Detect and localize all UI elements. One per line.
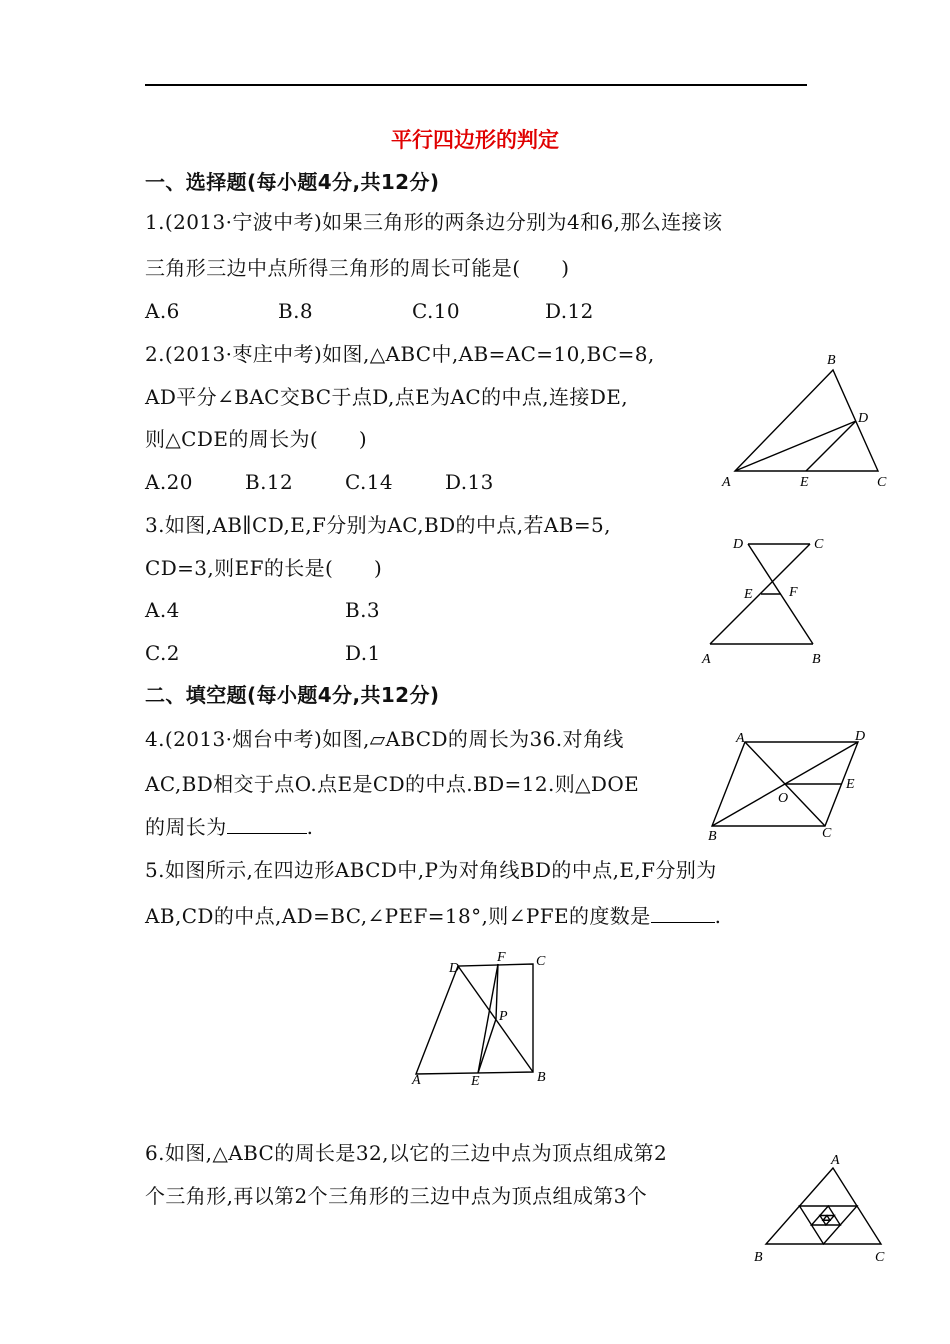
q1-option-b: B.8 xyxy=(278,299,313,323)
q6-label-a: A xyxy=(831,1153,840,1168)
header-rule xyxy=(145,84,807,86)
q5-line-1: 5.如图所示,在四边形ABCD中,P为对角线BD的中点,E,F分别为 xyxy=(145,858,717,882)
q4-line-3-text: 的周长为 xyxy=(145,815,227,839)
q6-line-2: 个三角形,再以第2个三角形的三边中点为顶点组成第3个 xyxy=(145,1184,648,1208)
q4-label-o: O xyxy=(778,791,789,806)
q3-label-d: D xyxy=(733,537,744,552)
q2-segment-ad xyxy=(735,421,856,471)
q2-line-2: AD平分∠BAC交BC于点D,点E为AC的中点,连接DE, xyxy=(145,385,629,409)
q2-segment-de xyxy=(806,421,856,471)
q2-label-d: D xyxy=(858,411,869,426)
q5-label-f: F xyxy=(497,950,506,965)
q2-option-d: D.13 xyxy=(445,470,494,494)
q5-label-p: P xyxy=(499,1009,508,1024)
q4-answer-blank[interactable] xyxy=(227,815,307,834)
q2-label-e: E xyxy=(800,475,809,490)
q2-option-a: A.20 xyxy=(145,470,193,494)
q2-triangle xyxy=(735,370,878,471)
q5-label-a: A xyxy=(412,1073,421,1088)
q6-figure xyxy=(745,1148,900,1273)
q3-label-f: F xyxy=(789,585,798,600)
q6-line-1: 6.如图,△ABC的周长是32,以它的三边中点为顶点组成第2 xyxy=(145,1141,668,1165)
q5-label-e: E xyxy=(471,1074,480,1089)
section-1-heading: 一、选择题(每小题4分,共12分) xyxy=(145,170,440,194)
q1-option-a: A.6 xyxy=(145,299,180,323)
q6-triangle-5 xyxy=(823,1216,830,1221)
q5-label-c: C xyxy=(536,954,546,969)
page-title: 平行四边形的判定 xyxy=(391,128,559,152)
q4-line-1: 4.(2013·烟台中考)如图,▱ABCD的周长为36.对角线 xyxy=(145,727,624,751)
q2-option-b: B.12 xyxy=(245,470,294,494)
q5-label-d: D xyxy=(449,961,460,976)
q4-line-2: AC,BD相交于点O.点E是CD的中点.BD=12.则△DOE xyxy=(145,772,640,796)
q4-label-b: B xyxy=(708,829,717,844)
q1-option-d: D.12 xyxy=(545,299,594,323)
section-2-heading: 二、填空题(每小题4分,共12分) xyxy=(145,683,440,707)
q3-label-b: B xyxy=(812,652,821,667)
q5-figure xyxy=(405,948,565,1093)
q2-line-3: 则△CDE的周长为( ) xyxy=(145,427,368,451)
q2-option-c: C.14 xyxy=(345,470,393,494)
q3-line-1: 3.如图,AB∥CD,E,F分别为AC,BD的中点,若AB=5, xyxy=(145,513,611,537)
q4-label-a: A xyxy=(736,731,745,746)
q3-label-c: C xyxy=(814,537,824,552)
q4-line-3 xyxy=(145,815,313,839)
q1-line-1: 1.(2013·宁波中考)如果三角形的两条边分别为4和6,那么连接该 xyxy=(145,210,723,234)
q1-line-2: 三角形三边中点所得三角形的周长可能是( ) xyxy=(145,256,570,280)
q2-figure xyxy=(700,340,910,500)
q4-label-d: D xyxy=(855,729,866,744)
q2-label-a: A xyxy=(722,475,731,490)
q5-answer-blank[interactable] xyxy=(651,904,715,923)
q4-label-c: C xyxy=(822,826,832,841)
q5-quadrilateral xyxy=(416,964,533,1074)
q2-line-1: 2.(2013·枣庄中考)如图,△ABC中,AB=AC=10,BC=8, xyxy=(145,342,655,366)
q5-line-2-end: . xyxy=(714,904,722,928)
q3-label-e: E xyxy=(744,587,753,602)
q5-line-2-text: AB,CD的中点,AD=BC,∠PEF=18°,则∠PFE的度数是 xyxy=(145,904,651,928)
q3-line-2: CD=3,则EF的长是( ) xyxy=(145,556,383,580)
q3-option-a: A.4 xyxy=(145,598,180,622)
q4-label-e: E xyxy=(846,777,855,792)
q5-label-b: B xyxy=(537,1070,546,1085)
q1-option-c: C.10 xyxy=(412,299,460,323)
q3-option-b: B.3 xyxy=(345,598,380,622)
q6-label-b: B xyxy=(754,1250,763,1265)
q6-label-c: C xyxy=(875,1250,885,1265)
q2-label-b: B xyxy=(827,353,836,368)
q3-figure xyxy=(700,530,840,670)
q4-line-3-end: . xyxy=(306,815,314,839)
q2-label-c: C xyxy=(877,475,887,490)
q5-line-2 xyxy=(145,904,721,928)
q4-figure xyxy=(700,722,880,847)
q3-option-d: D.1 xyxy=(345,641,381,665)
q3-label-a: A xyxy=(702,652,711,667)
q3-option-c: C.2 xyxy=(145,641,180,665)
